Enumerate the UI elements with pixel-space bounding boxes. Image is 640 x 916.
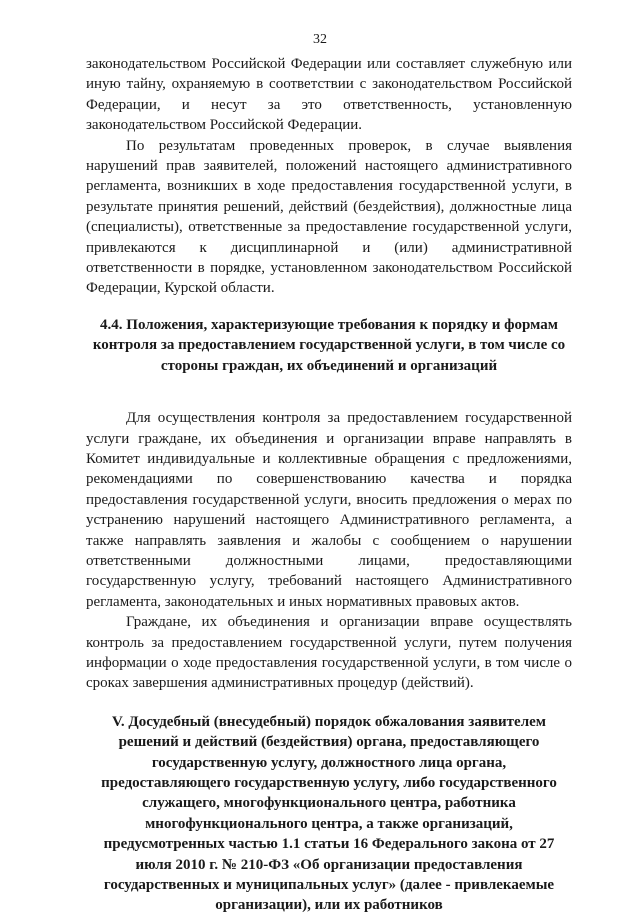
page-content bbox=[86, 54, 572, 916]
paragraph-inspection-results: По результатам проведенных проверок, в случае выявления нарушений прав заявителей, положений настоящего административного регламента, возникших в ходе предоставления государственной услуги, в результате принятия решений, действий (бездействия), должностные лица (специалисты), ответственные за предоставление государственной услуги, привлекаются к дисциплинарной и (или) административной ответственности в порядке, установленном законодательством Российской Федерации, Курской области. bbox=[86, 137, 572, 297]
heading-section-4-4: 4.4. Положения, характеризующие требования к порядку и формам контроля за предоставлением государственной услуги, в том числе со стороны граждан, их объединений и организаций bbox=[92, 316, 566, 374]
paragraph-continuation: законодательством Российской Федерации или составляет служебную или иную тайну, охраняемую в соответствии с законодательством Российской Федерации, и несут за это ответственность, установленную законодательством Российской Федерации. bbox=[86, 56, 572, 134]
paragraph-control-information: Граждане, их объединения и организации вправе осуществлять контроль за предоставлением государственной услуги, путем получения информации о ходе предоставления государственной услуги, в том числе о сроках завершения административных процедур (действий). bbox=[86, 614, 572, 692]
page-number: 32 bbox=[313, 32, 327, 47]
heading-section-5: V. Досудебный (внесудебный) порядок обжалования заявителем решений и действий (бездействия) органа, предоставляющего государственную услугу, должностного лица органа, предоставляющего государственную услугу, либо государственного служащего, многофункционального центра, работника многофункционального центра, а также организаций, предусмотренных частью 1.1 статьи 16 Федерального закона от 27 июля 2010 г. № 210-ФЗ «Об организации предоставления государственных и муниципальных услуг» (далее - привлекаемые организации), или их работников bbox=[101, 713, 557, 914]
paragraph-citizen-control: Для осуществления контроля за предоставлением государственной услуги граждане, их объединения и организации вправе направлять в Комитет индивидуальные и коллективные обращения с предложениями, рекомендациями по совершенствованию качества и порядка предоставления государственной услуги, вносить предложения о мерах по устранению нарушений настоящего Административного регламента, а также направлять заявления и жалобы с сообщением о нарушении ответственными должностными лицами, предоставляющими государственную услугу, требований настоящего Административного регламента, законодательных и иных нормативных правовых актов. bbox=[86, 410, 572, 610]
